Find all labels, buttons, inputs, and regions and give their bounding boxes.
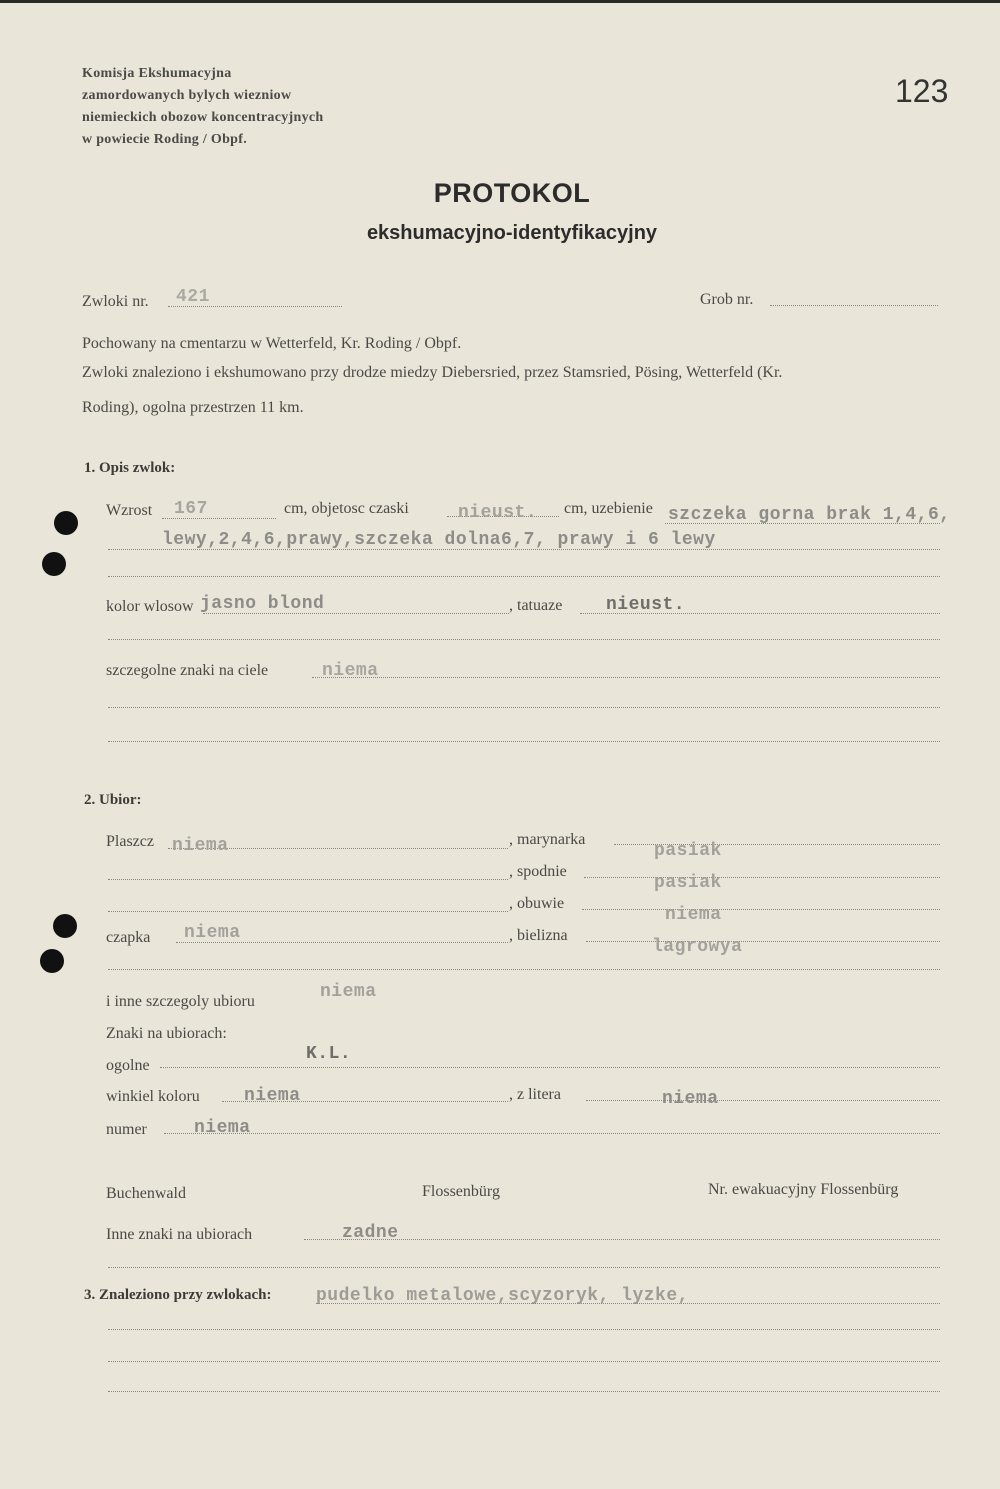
burial-text: Pochowany na cmentarzu w Wetterfeld, Kr. Roding / Obpf. bbox=[82, 335, 462, 352]
section1-line-b bbox=[108, 707, 940, 708]
spodnie-label: , spodnie bbox=[509, 863, 567, 880]
czapka-label: czapka bbox=[106, 929, 151, 946]
obuwie-line bbox=[582, 909, 940, 910]
obuwie-left-line bbox=[108, 911, 508, 912]
z-litera-value: niema bbox=[662, 1089, 719, 1109]
zwloki-label: Zwloki nr. bbox=[82, 293, 149, 310]
document-subtitle: ekshumacyjno-identyfikacyjny bbox=[366, 222, 658, 244]
found-text-line2: Roding), ogolna przestrzen 11 km. bbox=[82, 399, 304, 416]
kolor-value: jasno blond bbox=[200, 594, 325, 614]
punch-hole-4 bbox=[40, 949, 64, 973]
cm-objetosc-label: cm, objetosc czaski bbox=[284, 500, 409, 517]
section1-line-c bbox=[108, 741, 940, 742]
uzebienie-line-2 bbox=[108, 549, 940, 550]
marynarka-label: , marynarka bbox=[509, 831, 586, 848]
uzebienie-value-line2: lewy,2,4,6,prawy,szczeka dolna6,7, prawy i 6 lewy bbox=[162, 530, 716, 550]
section-3-heading: 3. Znaleziono przy zwlokach: bbox=[84, 1287, 272, 1303]
zwloki-value: 421 bbox=[176, 287, 210, 307]
plaszcz-value: niema bbox=[172, 836, 229, 856]
section3-line-3 bbox=[108, 1361, 940, 1362]
ogolne-value: K.L. bbox=[306, 1044, 352, 1064]
section-1-heading: 1. Opis zwlok: bbox=[84, 460, 176, 476]
obuwie-label: , obuwie bbox=[509, 895, 565, 912]
winkiel-label: winkiel koloru bbox=[106, 1088, 200, 1105]
section3-line-4 bbox=[108, 1391, 940, 1392]
cm-uzebienie-label: cm, uzebienie bbox=[564, 500, 653, 517]
numer-value: niema bbox=[194, 1118, 251, 1138]
ogolne-label: ogolne bbox=[106, 1057, 150, 1074]
wzrost-label: Wzrost bbox=[106, 502, 153, 519]
nr-ewakuacyjny-label: Nr. ewakuacyjny Flossenbürg bbox=[708, 1181, 899, 1198]
inne-znaki-value: zadne bbox=[342, 1223, 399, 1243]
czaska-value: nieust. bbox=[458, 503, 538, 523]
ogolne-line bbox=[160, 1067, 940, 1068]
org-line-1: Komisja Ekshumacyjna bbox=[82, 66, 232, 81]
punch-hole-3 bbox=[53, 914, 77, 938]
document-title: PROTOKOL bbox=[433, 178, 591, 208]
org-line-4: w powiecie Roding / Obpf. bbox=[82, 132, 248, 147]
tatuaze-label: , tatuaze bbox=[509, 597, 563, 614]
section3-line-2 bbox=[108, 1329, 940, 1330]
inne-szczegoly-label: i inne szczegoly ubioru bbox=[106, 993, 255, 1010]
section-2-heading: 2. Ubior: bbox=[84, 792, 142, 808]
buchenwald-label: Buchenwald bbox=[106, 1185, 186, 1202]
czapka-value: niema bbox=[184, 923, 241, 943]
uzebienie-line-3 bbox=[108, 576, 940, 577]
org-line-2: zamordowanych bylych wiezniow bbox=[82, 88, 292, 103]
znaki-na-ciele-label: szczegolne znaki na ciele bbox=[106, 662, 269, 679]
inne-znaki-line bbox=[304, 1239, 940, 1240]
plaszcz-label: Plaszcz bbox=[106, 833, 154, 850]
found-text-line1: Zwloki znaleziono i ekshumowano przy drodze miedzy Diebersried, przez Stamsried, Pösing, Wetterfeld (Kr. bbox=[82, 364, 783, 381]
spodnie-value: pasiak bbox=[654, 873, 722, 893]
marynarka-value: pasiak bbox=[654, 841, 722, 861]
kolor-wlosow-label: kolor wlosow bbox=[106, 598, 194, 615]
inne-znaki-label: Inne znaki na ubiorach bbox=[106, 1226, 253, 1243]
uzebienie-line-1 bbox=[665, 523, 940, 524]
znaki-line bbox=[312, 677, 940, 678]
inne-szczegoly-value: niema bbox=[320, 982, 377, 1002]
wzrost-value: 167 bbox=[174, 499, 208, 519]
section2-line-a bbox=[108, 969, 940, 970]
section3-line-1 bbox=[316, 1303, 940, 1304]
z-litera-label: , z litera bbox=[509, 1086, 561, 1103]
winkiel-value: niema bbox=[244, 1086, 301, 1106]
bielizna-label: , bielizna bbox=[509, 927, 568, 944]
znaki-na-ubiorach-heading: Znaki na ubiorach: bbox=[106, 1025, 227, 1042]
org-line-3: niemieckich obozow koncentracyjnych bbox=[82, 110, 324, 125]
grob-label: Grob nr. bbox=[700, 291, 754, 308]
organization-header bbox=[82, 63, 323, 151]
bielizna-line bbox=[586, 941, 940, 942]
znaki-value: niema bbox=[322, 661, 379, 681]
spodnie-line bbox=[584, 877, 940, 878]
flossenburg-label: Flossenbürg bbox=[422, 1183, 500, 1200]
numer-line bbox=[164, 1133, 940, 1134]
punch-hole-1 bbox=[54, 511, 78, 535]
numer-label: numer bbox=[106, 1121, 147, 1138]
z-litera-line bbox=[586, 1100, 940, 1101]
spodnie-left-line bbox=[108, 879, 508, 880]
section2-line-b bbox=[108, 1267, 940, 1268]
obuwie-value: niema bbox=[665, 905, 722, 925]
section1-line-a bbox=[108, 639, 940, 640]
uzebienie-value-line1: szczeka gorna brak 1,4,6, bbox=[668, 505, 951, 525]
grob-line bbox=[770, 305, 938, 306]
section-3-value: pudelko metalowe,scyzoryk, lyzke, bbox=[316, 1286, 689, 1306]
page-number: 123 bbox=[895, 73, 949, 109]
punch-hole-2 bbox=[42, 552, 66, 576]
bielizna-value: lagrowya bbox=[652, 937, 743, 957]
tatuaze-value: nieust. bbox=[606, 595, 686, 615]
